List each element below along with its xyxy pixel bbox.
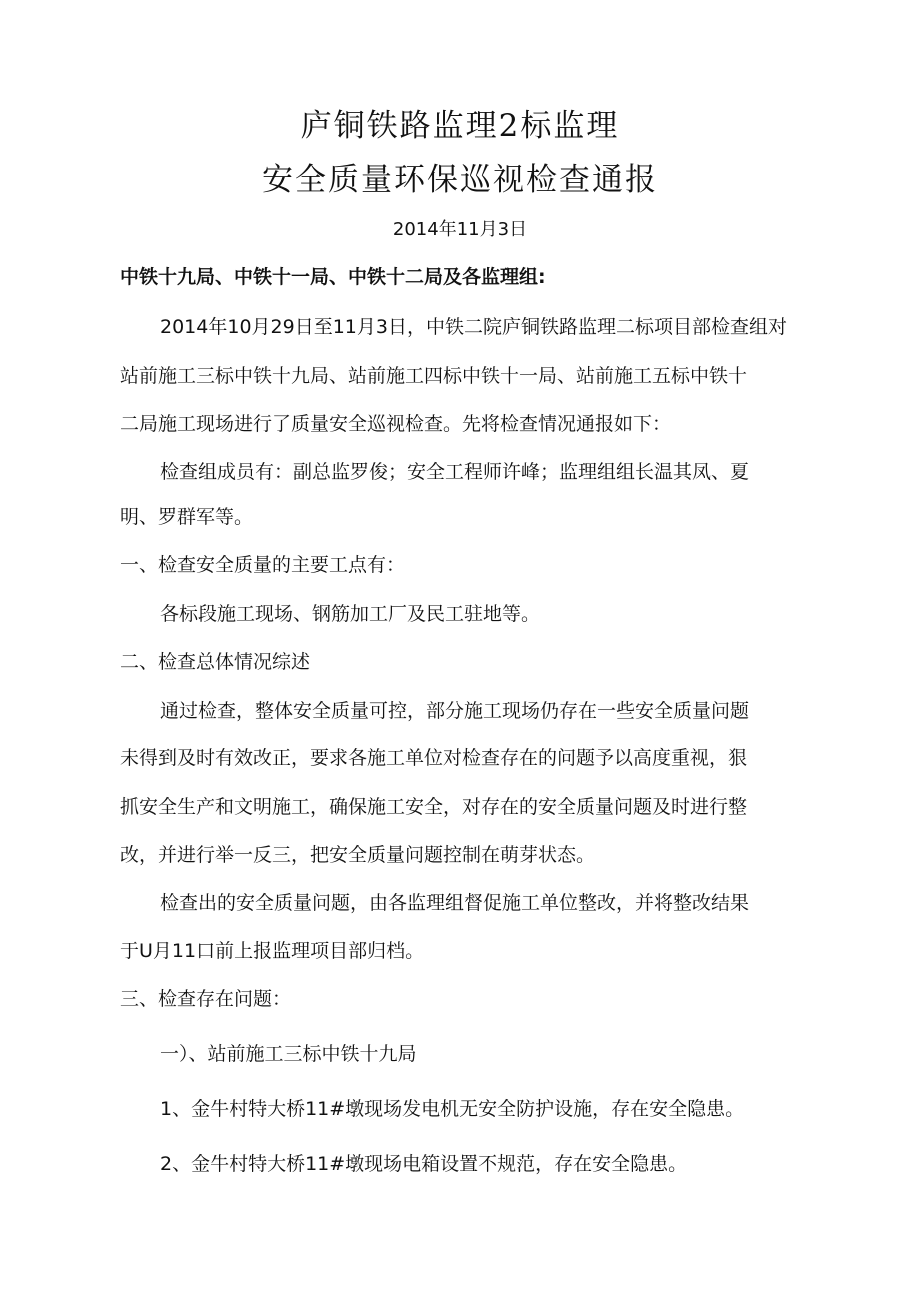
body-line: 检查组成员有：副总监罗俊；安全工程师许峰；监理组组长温其凤、夏 xyxy=(160,461,750,483)
list-item: 1、金牛村特大桥11#墩现场发电机无安全防护设施，存在安全隐患。 xyxy=(160,1098,745,1120)
body-line: 2014年10月29日至11月3日，中铁二院庐铜铁路监理二标项目部检查组对 xyxy=(160,316,787,338)
section-heading-2: 二、检查总体情况综述 xyxy=(120,651,311,673)
body-line: 改，并进行举一反三，把安全质量问题控制在萌芽状态。 xyxy=(120,844,596,866)
body-line: 二局施工现场进行了质量安全巡视检查。先将检查情况通报如下： xyxy=(120,413,672,435)
body-line: 于U月11口前上报监理项目部归档。 xyxy=(120,940,425,962)
section-heading-1: 一、检查安全质量的主要工点有： xyxy=(120,554,406,576)
list-item: 2、金牛村特大桥11#墩现场电箱设置不规范，存在安全隐患。 xyxy=(160,1153,688,1175)
body-line: 检查出的安全质量问题，由各监理组督促施工单位整改，并将整改结果 xyxy=(160,892,750,914)
section-heading-3: 三、检查存在问题： xyxy=(120,988,292,1010)
document-title-line-1: 庐铜铁路监理2标监理 xyxy=(300,108,620,144)
body-line: 通过检查，整体安全质量可控，部分施工现场仍存在一些安全质量问题 xyxy=(160,700,750,722)
body-line: 各标段施工现场、钢筋加工厂及民工驻地等。 xyxy=(160,603,541,625)
document-title-line-2: 安全质量环保巡视检查通报 xyxy=(262,162,658,198)
body-line: 站前施工三标中铁十九局、站前施工四标中铁十一局、站前施工五标中铁十 xyxy=(120,365,748,387)
addressee: 中铁十九局、中铁十一局、中铁十二局及各监理组: xyxy=(120,266,546,288)
document-date: 2014年11月3日 xyxy=(392,219,528,240)
body-line: 明、罗群军等。 xyxy=(120,506,254,528)
body-line: 抓安全生产和文明施工，确保施工安全，对存在的安全质量问题及时进行整 xyxy=(120,796,748,818)
body-line: 未得到及时有效改正，要求各施工单位对检查存在的问题予以高度重视，狠 xyxy=(120,747,748,769)
subsection-heading: 一）、站前施工三标中铁十九局 xyxy=(160,1043,417,1065)
